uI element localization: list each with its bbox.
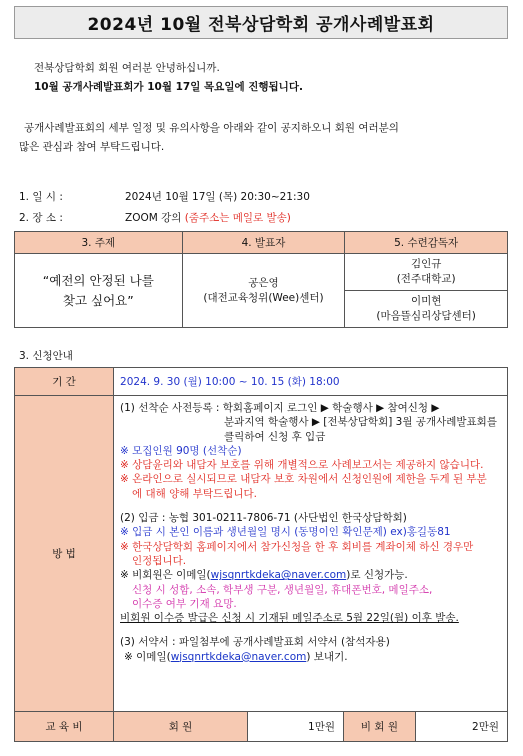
nonmember-fee: 2만원 [415, 712, 507, 742]
step3-line-a: (3) 서약서 : 파일첨부에 공개사례발표회 서약서 (참석자용) [120, 636, 390, 649]
date-value: 2024년 10월 17일 (목) 20:30~21:30 [125, 191, 310, 203]
period-label: 기 간 [15, 368, 114, 396]
note-deposit: ※ 입금 시 본인 이름과 생년월일 명시 (동명이인 확인문제) ex)홍길동81 [120, 526, 451, 539]
topic-cell [15, 254, 183, 328]
header-topic: 3. 주제 [15, 232, 183, 254]
note-capacity: ※ 모집인원 90명 (선착순) [120, 444, 242, 457]
notice-text: 10월 공개사례발표회가 10월 17일 목요일에 진행됩니다. [34, 81, 303, 93]
nonmember-line-a [120, 568, 501, 582]
topic-line1: “예전의 안정된 나를 [42, 272, 154, 288]
application-table [14, 367, 508, 742]
greeting-text: 전북상담학회 회원 여러분 안녕하십니까. [34, 62, 220, 74]
step3-email-link[interactable]: wjsqnrtkdeka@naver.com [170, 650, 307, 663]
step1-line-a: (1) 선착순 사전등록 : 학회홈페이지 로그인 ▶ 학술행사 ▶ 참여신청 ▶ [120, 402, 440, 414]
supervisor2-org: (마음뜰심리상담센터) [376, 310, 476, 322]
note-online-a: ※ 온라인으로 실시되므로 내담자 보호 차원에서 신청인원에 제한을 두게 된 부분 [120, 473, 487, 486]
intro-body-line2: 많은 관심과 참여 부탁드립니다. [19, 141, 165, 153]
supervisor1-cell [345, 254, 508, 291]
application-section-title: 3. 신청안내 [19, 350, 73, 362]
step3-prefix: ※ 이메일( [124, 650, 171, 663]
presenter-cell [182, 254, 345, 328]
title-banner [14, 6, 508, 39]
member-label: 회 원 [114, 712, 248, 742]
header-presenter: 4. 발표자 [182, 232, 345, 254]
nonmember-email-link[interactable]: wjsqnrtkdeka@naver.com [210, 569, 347, 582]
note-ethics: ※ 상담윤리와 내담자 보호를 위해 개별적으로 사례보고서는 제공하지 않습니다. [120, 459, 484, 472]
date-label: 1. 일 시 : [19, 191, 63, 203]
step2-line-a: (2) 입금 : 농협 301-0211-7806-71 (사단법인 한국상담학회) [120, 512, 407, 525]
place-note: (줌주소는 메일로 발송) [184, 212, 291, 224]
step3-line-b [120, 650, 501, 664]
step3-suffix: ) 보내기. [306, 650, 348, 663]
note-online-b: 에 대해 양해 부탁드립니다. [132, 487, 257, 500]
intro-body-line1: 공개사례발표회의 세부 일정 및 유의사항을 아래와 같이 공지하오니 회원 여러분의 [24, 122, 399, 134]
place-label: 2. 장 소 : [19, 212, 63, 224]
speaker-table [14, 231, 508, 328]
header-supervisor: 5. 수련감독자 [345, 232, 508, 254]
nonmember-line-c: 이수증 여부 기재 요망. [132, 597, 237, 610]
note-website-b: 인정됩니다. [132, 554, 187, 567]
method-label: 방 법 [15, 396, 114, 712]
supervisor1-name: 김인규 [410, 258, 442, 270]
nonmember-line-b: 신청 시 성함, 소속, 학부생 구분, 생년월일, 휴대폰번호, 메일주소, [132, 583, 433, 596]
place-line [125, 210, 291, 225]
nonmember-suffix: )로 신청가능. [346, 569, 408, 582]
page-title: 2024년 10월 전북상담학회 공개사례발표회 [87, 15, 435, 35]
supervisor2-name: 이미현 [410, 295, 442, 307]
supervisor1-org: (전주대학교) [396, 273, 456, 285]
fee-label: 교 육 비 [15, 712, 114, 742]
topic-line2: 찾고 싶어요” [62, 292, 134, 308]
method-cell [114, 396, 508, 712]
step1-line-b: 분과지역 학술행사 ▶ [전북상담학회] 3월 공개사례발표회를 [224, 416, 497, 429]
step1-line-c: 클릭하여 신청 후 입금 [224, 430, 326, 443]
certificate-line: 비회원 이수증 발급은 신청 시 기재된 메일주소로 5월 22일(월) 이후 발송. [120, 612, 459, 625]
presenter-org: (대전교육청위(Wee)센터) [203, 291, 324, 304]
note-website-a: ※ 한국상담학회 홈페이지에서 참가신청을 한 후 회비를 계좌이체 하신 경우만 [120, 540, 474, 553]
spacer [120, 501, 501, 511]
spacer [120, 625, 501, 635]
member-fee: 1만원 [248, 712, 344, 742]
supervisor2-cell [345, 291, 508, 328]
place-value: ZOOM 강의 [125, 212, 182, 224]
period-value: 2024. 9. 30 (월) 10:00 ~ 10. 15 (화) 18:00 [114, 368, 508, 396]
presenter-name: 공은영 [248, 276, 279, 289]
nonmember-label: 비 회 원 [343, 712, 415, 742]
nonmember-prefix: ※ 비회원은 이메일( [120, 569, 211, 582]
